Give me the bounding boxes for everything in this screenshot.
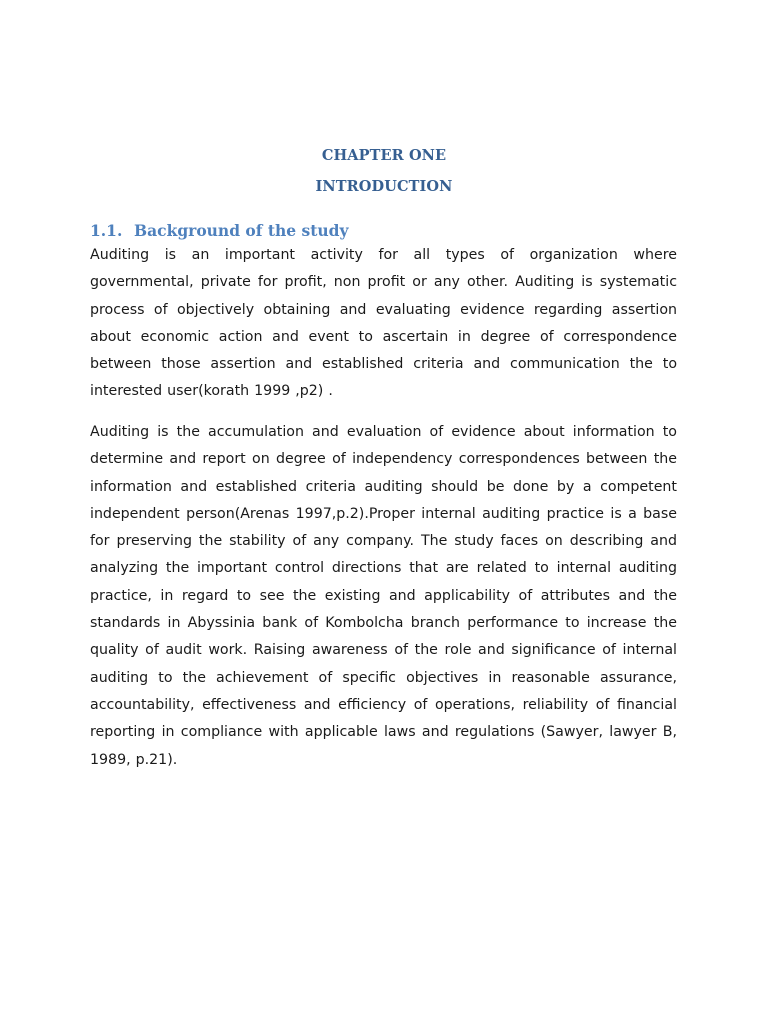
section-heading (90, 221, 349, 240)
section-title: Background of the study (134, 221, 349, 240)
body-paragraph-1: Auditing is an important activity for all types of organization where governmental, private for profit, non profit or any other. Auditing is systematic process of objectively obtaining and evaluating evidence regarding assertion about economic action and event to ascertain in degree of correspondence between those assertion and established criteria and communication the to interested user(korath 1999 ,p2) . (90, 247, 677, 400)
chapter-label: CHAPTER ONE (321, 147, 447, 164)
chapter-title: INTRODUCTION (315, 178, 453, 195)
body-paragraph-2: Auditing is the accumulation and evaluation of evidence about information to determine and report on degree of independency correspondences between the information and established criteria auditing should be done by a competent independent person(Arenas 1997,p.2).Proper internal auditing practice is a base for preserving the stability of any company. The study faces on describing and analyzing the important control directions that are related to internal auditing practice, in regard to see the existing and applicability of attributes and the standards in Abyssinia bank of Kombolcha branch performance to increase the quality of audit work. Raising awareness of the role and significance of internal auditing to the achievement of specific objectives in reasonable assurance, accountability, effectiveness and efficiency of operations, reliability of financial reporting in compliance with applicable laws and regulations (Sawyer, lawyer B, 1989, p.21). (90, 424, 677, 768)
section-number: 1.1. (90, 221, 123, 240)
